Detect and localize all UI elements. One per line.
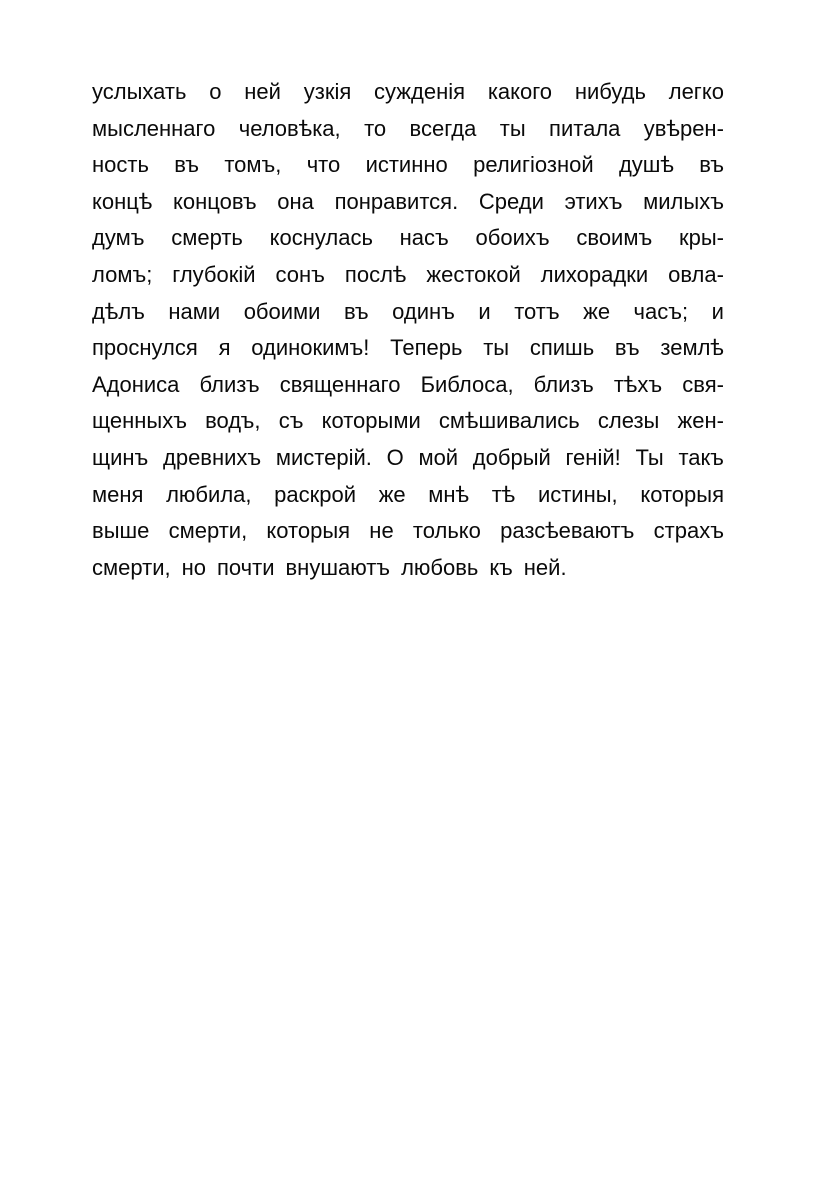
word: лихорадки — [540, 261, 649, 287]
word: въ — [174, 152, 199, 178]
word: древнихъ — [163, 444, 262, 470]
word: понравится. — [334, 188, 459, 214]
text-line — [92, 513, 724, 550]
word: спишь — [529, 335, 595, 361]
word: же — [378, 481, 406, 507]
word: съ — [278, 408, 304, 434]
word: какого — [487, 79, 553, 104]
text-line — [92, 330, 724, 367]
word: истины, — [537, 481, 618, 507]
word: раскрой — [274, 481, 357, 507]
word: близъ — [199, 371, 260, 397]
word: которыя — [266, 518, 351, 544]
word: питала — [549, 115, 621, 141]
word: своимъ — [576, 225, 653, 251]
word: Библоса, — [420, 371, 514, 397]
word: томъ, — [224, 152, 282, 178]
word: нибудь — [574, 79, 646, 104]
word: добрый — [472, 444, 551, 470]
word: не — [369, 518, 394, 544]
word: она — [277, 188, 314, 214]
word: ность — [92, 152, 149, 178]
word: одинокимъ! — [251, 335, 370, 361]
text-line — [92, 184, 724, 221]
word: мой — [418, 444, 459, 470]
word: близъ — [533, 371, 594, 397]
word: мнѣ — [428, 481, 470, 507]
word: въ — [699, 152, 724, 178]
word: я — [218, 335, 231, 361]
word: смерти, — [168, 518, 248, 544]
word: ты — [499, 115, 526, 141]
word: смѣшивались — [438, 408, 580, 434]
word: этихъ — [564, 188, 623, 214]
word: всегда — [409, 115, 477, 141]
word: щинъ — [92, 444, 149, 470]
word: Ты — [635, 444, 664, 470]
word: овла- — [668, 261, 724, 287]
word: землѣ — [660, 335, 724, 361]
word: религіозной — [473, 152, 594, 178]
word: насъ — [399, 225, 449, 251]
word: часъ; — [633, 298, 689, 324]
text-line — [92, 74, 724, 111]
word: ней — [244, 79, 281, 104]
word: любила, — [166, 481, 252, 507]
word: концовъ — [173, 188, 257, 214]
word: Среди — [478, 188, 544, 214]
word: которыми — [321, 408, 421, 434]
text-line — [92, 477, 724, 514]
word: коснулась — [269, 225, 373, 251]
text-line — [92, 367, 724, 404]
word: свя- — [682, 371, 724, 397]
word: разсѣеваютъ — [500, 518, 635, 544]
word: Адониса — [92, 371, 180, 397]
word: истинно — [365, 152, 448, 178]
word: любовь — [401, 554, 479, 580]
word: кры- — [678, 225, 724, 251]
word: дѣлъ — [92, 298, 145, 324]
word: страхъ — [653, 518, 724, 544]
word: смерти, — [92, 554, 171, 580]
word: водъ, — [205, 408, 261, 434]
word: нами — [168, 298, 221, 324]
paragraph — [92, 74, 724, 586]
word: концѣ — [92, 188, 153, 214]
text-line — [92, 440, 724, 477]
word: послѣ — [344, 261, 407, 287]
word: такъ — [678, 444, 724, 470]
word: жестокой — [426, 261, 521, 287]
word: въ — [343, 298, 369, 324]
text-line — [92, 220, 724, 257]
text-line — [92, 257, 724, 294]
word: человѣка, — [238, 115, 341, 141]
word: Теперь — [390, 335, 463, 361]
word: думъ — [92, 225, 145, 251]
word: же — [583, 298, 611, 324]
word: выше — [92, 518, 150, 544]
word: обоихъ — [475, 225, 550, 251]
word: тѣхъ — [613, 371, 663, 397]
text-line — [92, 111, 724, 148]
word: священнаго — [279, 371, 401, 397]
word: то — [364, 115, 387, 141]
word: и — [711, 298, 724, 324]
word: О — [386, 444, 404, 470]
text-line — [92, 294, 724, 331]
word: жен- — [677, 408, 724, 434]
word: сонъ — [275, 261, 325, 287]
word: ней. — [523, 554, 567, 580]
word: щенныхъ — [92, 408, 187, 434]
text-line — [92, 550, 724, 587]
word: о — [209, 79, 222, 104]
word: меня — [92, 481, 144, 507]
word: узкія — [303, 79, 352, 104]
word: къ — [489, 554, 513, 580]
word: только — [412, 518, 481, 544]
word: душѣ — [618, 152, 674, 178]
word: тѣ — [491, 481, 516, 507]
word: но — [181, 554, 206, 580]
text-line — [92, 147, 724, 184]
word: мысленнаго — [92, 115, 216, 141]
text-line — [92, 403, 724, 440]
word: мистерій. — [275, 444, 372, 470]
word: сужденія — [374, 79, 466, 104]
word: легко — [668, 79, 724, 104]
word: которыя — [640, 481, 724, 507]
word: тотъ — [514, 298, 560, 324]
word: услыхать — [92, 79, 187, 104]
word: увѣрен- — [643, 115, 724, 141]
word: почти — [216, 554, 275, 580]
word: глубокій — [172, 261, 256, 287]
word: милыхъ — [643, 188, 724, 214]
word: геній! — [565, 444, 621, 470]
word: слезы — [597, 408, 660, 434]
word: ты — [483, 335, 510, 361]
word: проснулся — [92, 335, 198, 361]
word: внушаютъ — [285, 554, 391, 580]
word: и — [478, 298, 491, 324]
word: ломъ; — [92, 261, 153, 287]
word: обоими — [243, 298, 321, 324]
word: смерть — [171, 225, 243, 251]
word: что — [306, 152, 341, 178]
word: одинъ — [392, 298, 455, 324]
word: въ — [614, 335, 640, 361]
